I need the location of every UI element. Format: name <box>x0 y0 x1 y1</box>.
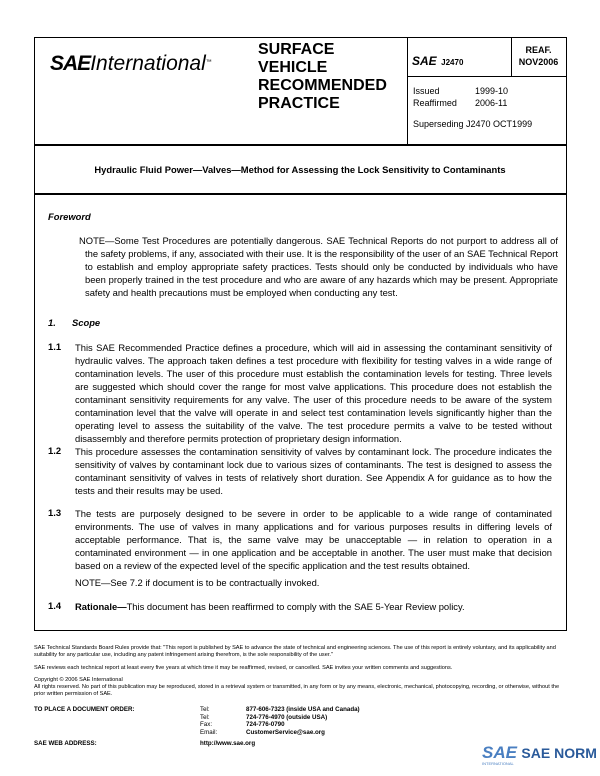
reaffirmation-cell <box>512 44 565 68</box>
contact-label: Tel: <box>200 706 210 713</box>
footer-copyright: Copyright © 2006 SAE International <box>34 677 123 683</box>
logo-tm: ™ <box>205 59 212 66</box>
contact-label: Email: <box>200 728 218 736</box>
scope-heading <box>48 317 100 328</box>
reaffirmed-label: Reaffirmed <box>413 98 457 108</box>
doc-type-line: RECOMMENDED <box>258 77 387 94</box>
scope-title: Scope <box>72 317 101 328</box>
reaffirmed-value: 2006-11 <box>475 98 508 108</box>
stamp-sae: SAE <box>482 743 517 762</box>
doc-number-value: J2470 <box>441 58 464 67</box>
scope-number: 1. <box>48 317 56 328</box>
rationale <box>75 600 552 613</box>
section-number: 1.2 <box>48 445 62 456</box>
stamp-sub: INTERNATIONAL <box>482 761 514 766</box>
section-number: 1.3 <box>48 507 62 518</box>
order-label: TO PLACE A DOCUMENT ORDER: <box>34 706 135 713</box>
document-type <box>258 41 387 113</box>
footer-rules: SAE Technical Standards Board Rules provide that: "This report is published by SAE to advance the state of technical and engineering sciences. The use of this report is entirely voluntary, and its applicability and suitability for any particular use, including any patent infringement arising therefrom, is the sole responsibility of the user." <box>34 645 556 659</box>
foreword-note: NOTE—Some Test Procedures are potentially dangerous. SAE Technical Reports do not purport to address all of the safety problems, if any, associated with their use. It is the responsibility of the user of an SAE Technical Report to establish and employ appropriate safety practices. Tests should only be conducted by individuals who have been properly trained in the test procedure and who are aware of any hazards which may be present. Appropriate safety and health precautions must be employed when conducting any test. <box>79 235 558 298</box>
contract-note: NOTE—See 7.2 if document is to be contractually invoked. <box>75 577 320 588</box>
header-divider-1 <box>407 37 408 144</box>
reaf-date: NOV2006 <box>518 57 559 67</box>
reaf-label: REAF. <box>525 45 552 55</box>
contact-value: 724-776-0790 <box>246 721 285 729</box>
doc-type-line: PRACTICE <box>258 95 340 112</box>
contact-value: CustomerService@sae.org <box>246 728 325 736</box>
section-text: The tests are purposely designed to be severe in order to be applicable to a wide range of contaminated environments. The use of valves in many applications and for various purposes results in differing levels of acceptable performance. That is, the same valve may be unacceptable — in relation to operation in a contaminated environment — in one application and be acceptable in another. The user must make that decision based on a review of the expected level of the specific application and the test results obtained. <box>75 508 552 571</box>
doc-number-sae: SAE <box>412 54 437 68</box>
section-number: 1.1 <box>48 341 62 352</box>
superseding: Superseding J2470 OCT1999 <box>413 119 533 129</box>
footer-rights: All rights reserved. No part of this publication may be reproduced, stored in a retrieval system or transmitted, in any form or by any means, electronic, mechanical, photocopying, recording, or otherwise, without the prior written permission of SAE. <box>34 684 560 698</box>
logo-international: International <box>90 52 206 75</box>
foreword-heading: Foreword <box>48 211 91 222</box>
doc-type-line: VEHICLE <box>258 59 328 76</box>
contact-label: Tel: <box>200 713 210 721</box>
contact-list <box>200 706 360 736</box>
web-address: http://www.sae.org <box>200 740 256 747</box>
header-divider-3 <box>407 76 566 77</box>
doc-type-line: SURFACE <box>258 41 335 58</box>
contact-label: Fax: <box>200 721 213 729</box>
web-label: SAE WEB ADDRESS: <box>34 740 97 747</box>
document-title: Hydraulic Fluid Power—Valves—Method for Assessing the Lock Sensitivity to Contaminants <box>94 164 506 175</box>
issued-label: Issued <box>413 86 440 96</box>
section-text: This procedure assesses the contamination sensitivity of valves by contaminant lock. The procedure indicates the sensitivity of valves by contaminant lock due to various sizes of contaminants. The test is designed to assess the contaminant sensitivity of valves in tests of relatively short duration. See Appendix A for guidance as to how the tests and their results may be used. <box>75 446 552 496</box>
rationale-label: Rationale— <box>75 601 127 612</box>
rationale-number: 1.4 <box>48 600 62 611</box>
document-number <box>412 52 463 70</box>
section-text: This SAE Recommended Practice defines a procedure, which will aid in assessing the contaminant sensitivity of hydraulic valves. The approach taken defines a test procedure with flexibility for testing valves in a wide range of contamination levels. The user of this procedure must establish the contamination levels for testing. Three levels are suggested which should cover the range for most valve applications. This procedure does not establish the contaminant sensitivity requirements for any valve. The user of this procedure needs to be aware of the system contamination level that the valve will operate in and select test contamination levels significantly higher than the operating level to assess the suitability of the valve. The test procedure permits a valve to be tested without disassembly and therefore permits protection of proprietary design information. <box>75 342 552 444</box>
stamp-norm: SAE NORM <box>521 745 597 761</box>
contact-value: 724-776-4970 (outside USA) <box>246 713 328 721</box>
sae-international-logo <box>50 52 212 76</box>
footer-review: SAE reviews each technical report at least every five years at which time it may be reaffirmed, revised, or cancelled. SAE invites your written comments and suggestions. <box>34 665 453 671</box>
issued-value: 1999-10 <box>475 86 509 96</box>
contact-value: 877-606-7323 (inside USA and Canada) <box>246 706 360 713</box>
logo-sae: SAE <box>50 52 91 75</box>
sae-norm-stamp <box>482 743 597 766</box>
issue-info <box>413 85 532 130</box>
rationale-text: This document has been reaffirmed to comply with the SAE 5-Year Review policy. <box>126 601 465 612</box>
